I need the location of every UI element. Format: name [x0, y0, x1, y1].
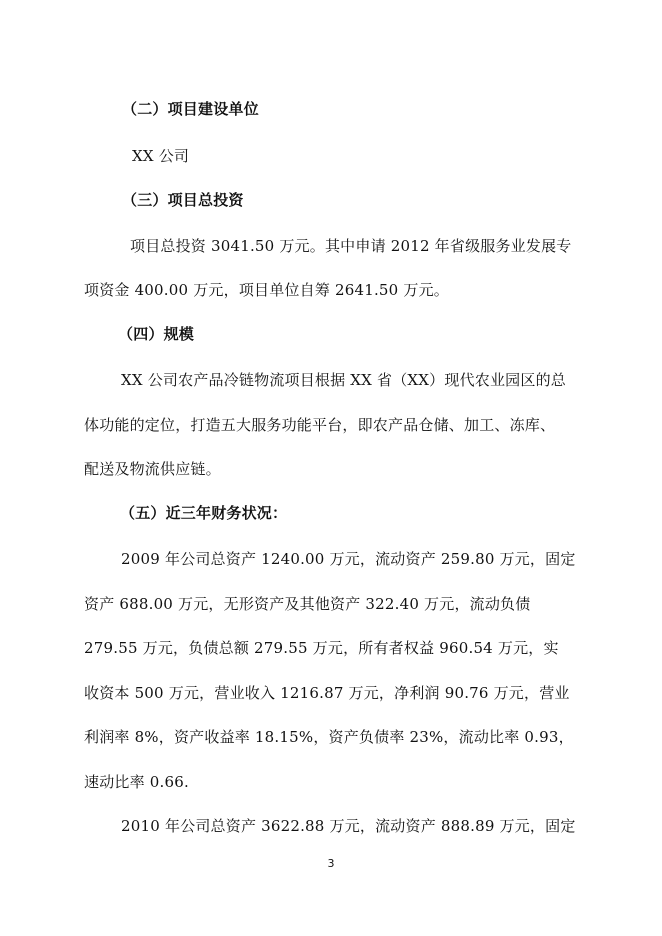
finance-line-5: 利润率 8%，资产收益率 18.15%，资产负债率 23%，流动比率 0.93， — [84, 728, 574, 746]
scale-line-1: XX 公司农产品冷链物流项目根据 XX 省（XX）现代农业园区的总 — [121, 371, 566, 389]
section-heading-3: （三）项目总投资 — [122, 191, 244, 209]
investment-line-1: 项目总投资 3041.50 万元。其中申请 2012 年省级服务业发展专 — [130, 237, 572, 255]
investment-line-2: 项资金 400.00 万元，项目单位自筹 2641.50 万元。 — [84, 281, 449, 299]
finance-line-7: 2010 年公司总资产 3622.88 万元，流动资产 888.89 万元，固定 — [121, 817, 576, 835]
section-heading-4: （四）规模 — [118, 325, 195, 343]
scale-line-3: 配送及物流供应链。 — [84, 460, 221, 478]
finance-line-4: 收资本 500 万元，营业收入 1216.87 万元，净利润 90.76 万元，营业 — [84, 684, 570, 702]
company-name: XX 公司 — [132, 147, 190, 165]
finance-line-3: 279.55 万元，负债总额 279.55 万元，所有者权益 960.54 万元，实 — [84, 639, 559, 657]
finance-line-6: 速动比率 0.66. — [84, 773, 189, 791]
section-heading-5: （五）近三年财务状况： — [120, 504, 288, 522]
finance-line-1: 2009 年公司总资产 1240.00 万元，流动资产 259.80 万元，固定 — [121, 550, 576, 568]
finance-line-2: 资产 688.00 万元，无形资产及其他资产 322.40 万元，流动负债 — [84, 595, 531, 613]
section-heading-2: （二）项目建设单位 — [122, 100, 259, 118]
page-number: 3 — [327, 857, 335, 870]
scale-line-2: 体功能的定位，打造五大服务功能平台，即农产品仓储、加工、冻库、 — [84, 416, 556, 434]
